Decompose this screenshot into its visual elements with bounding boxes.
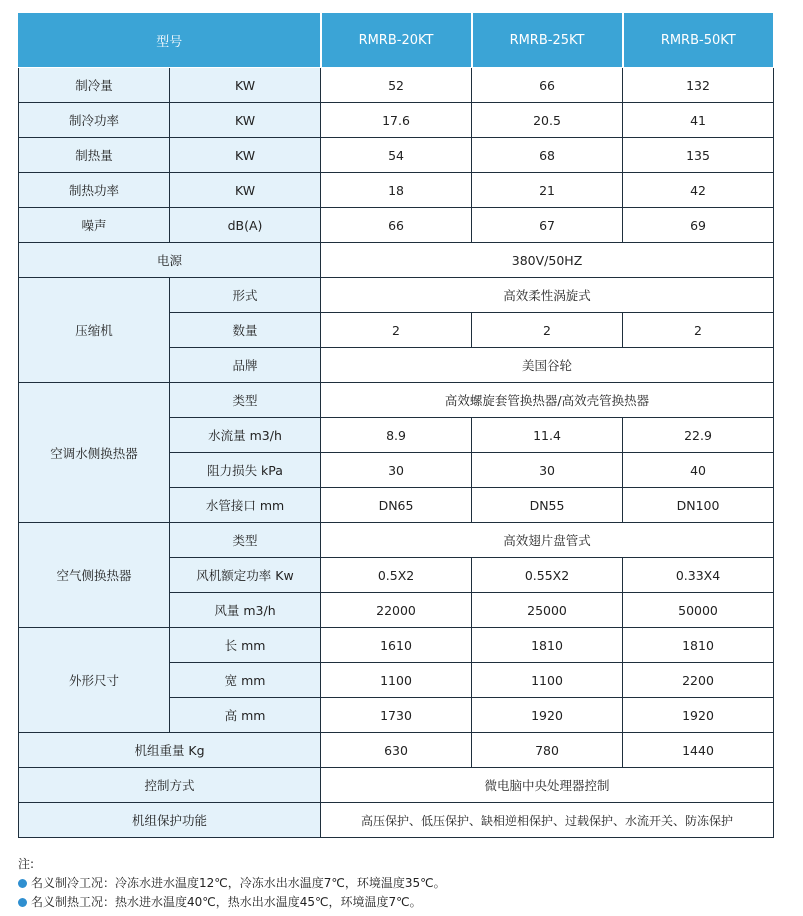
table-row [19, 383, 774, 418]
cell-value: 0.55X2 [472, 558, 623, 593]
cell-value: 1810 [472, 628, 623, 663]
group-label: 空气侧换热器 [19, 523, 170, 628]
group-label: 外形尺寸 [19, 628, 170, 733]
table-row [19, 138, 774, 173]
cell-value: 67 [472, 208, 623, 243]
note-text: 名义制冷工况：冷冻水进水温度12℃，冷冻水出水温度7℃，环境温度35℃。 [31, 876, 446, 890]
cell-value: 17.6 [321, 103, 472, 138]
model-label: 型号 [19, 13, 321, 68]
row-label: 机组重量 Kg [19, 733, 321, 768]
table-row [19, 173, 774, 208]
cell-value: 780 [472, 733, 623, 768]
cell-value: 69 [623, 208, 774, 243]
cell-value: 1610 [321, 628, 472, 663]
table-row [19, 68, 774, 103]
cell-value: DN100 [623, 488, 774, 523]
row-label: 制冷功率 [19, 103, 170, 138]
cell-value: 52 [321, 68, 472, 103]
cell-value: 0.33X4 [623, 558, 774, 593]
cell-value: 135 [623, 138, 774, 173]
table-row [19, 628, 774, 663]
row-unit: KW [170, 138, 321, 173]
cell-value: 66 [321, 208, 472, 243]
row-label: 机组保护功能 [19, 803, 321, 838]
row-unit: KW [170, 173, 321, 208]
cell-value: 66 [472, 68, 623, 103]
note-text: 名义制热工况：热水进水温度40℃，热水出水温度45℃，环境温度7℃。 [31, 895, 422, 909]
cell-value: 2 [472, 313, 623, 348]
cell-value: 22000 [321, 593, 472, 628]
row-label: 长 mm [170, 628, 321, 663]
cell-value: 18 [321, 173, 472, 208]
cell-value: 高效翅片盘管式 [321, 523, 774, 558]
note-item [18, 893, 446, 912]
cell-value: 1730 [321, 698, 472, 733]
table-row [19, 278, 774, 313]
cell-value: 高压保护、低压保护、缺相逆相保护、过载保护、水流开关、防冻保护 [321, 803, 774, 838]
cell-value: 30 [321, 453, 472, 488]
cell-value: 132 [623, 68, 774, 103]
table-row [19, 733, 774, 768]
cell-value: 54 [321, 138, 472, 173]
bullet-icon [18, 879, 27, 888]
notes [18, 855, 446, 912]
table-row [19, 208, 774, 243]
cell-value: 2 [623, 313, 774, 348]
model-name: RMRB-50KT [623, 13, 774, 68]
row-label: 类型 [170, 523, 321, 558]
cell-value: 42 [623, 173, 774, 208]
row-label: 噪声 [19, 208, 170, 243]
table-row [19, 768, 774, 803]
row-label: 水管接口 mm [170, 488, 321, 523]
cell-value: 2 [321, 313, 472, 348]
cell-value: 1440 [623, 733, 774, 768]
row-label: 水流量 m3/h [170, 418, 321, 453]
spec-table [18, 12, 774, 838]
cell-value: 微电脑中央处理器控制 [321, 768, 774, 803]
cell-value: 1100 [472, 663, 623, 698]
cell-value: 1810 [623, 628, 774, 663]
cell-value: 40 [623, 453, 774, 488]
row-label: 风量 m3/h [170, 593, 321, 628]
row-label: 形式 [170, 278, 321, 313]
cell-value: DN65 [321, 488, 472, 523]
cell-value: 11.4 [472, 418, 623, 453]
row-label: 制热量 [19, 138, 170, 173]
cell-value: 630 [321, 733, 472, 768]
table-row [19, 103, 774, 138]
bullet-icon [18, 898, 27, 907]
cell-value: 1100 [321, 663, 472, 698]
table-row [19, 523, 774, 558]
row-label: 高 mm [170, 698, 321, 733]
cell-value: 美国谷轮 [321, 348, 774, 383]
row-unit: dB(A) [170, 208, 321, 243]
row-label: 阻力损失 kPa [170, 453, 321, 488]
group-label: 空调水侧换热器 [19, 383, 170, 523]
cell-value: 8.9 [321, 418, 472, 453]
row-label: 电源 [19, 243, 321, 278]
cell-value: 68 [472, 138, 623, 173]
cell-value: 22.9 [623, 418, 774, 453]
cell-value: 2200 [623, 663, 774, 698]
cell-value: 41 [623, 103, 774, 138]
row-unit: KW [170, 68, 321, 103]
cell-value: 高效螺旋套管换热器/高效壳管换热器 [321, 383, 774, 418]
cell-value: 1920 [472, 698, 623, 733]
cell-value: 50000 [623, 593, 774, 628]
note-item [18, 874, 446, 893]
cell-value: 30 [472, 453, 623, 488]
row-label: 宽 mm [170, 663, 321, 698]
row-label: 控制方式 [19, 768, 321, 803]
notes-title: 注: [18, 857, 35, 871]
header-row [19, 13, 774, 68]
model-name: RMRB-25KT [472, 13, 623, 68]
cell-value: DN55 [472, 488, 623, 523]
table-row [19, 243, 774, 278]
row-label: 制热功率 [19, 173, 170, 208]
row-unit: KW [170, 103, 321, 138]
model-name: RMRB-20KT [321, 13, 472, 68]
group-label: 压缩机 [19, 278, 170, 383]
cell-value: 0.5X2 [321, 558, 472, 593]
row-label: 类型 [170, 383, 321, 418]
cell-value: 380V/50HZ [321, 243, 774, 278]
table-row [19, 803, 774, 838]
cell-value: 25000 [472, 593, 623, 628]
cell-value: 20.5 [472, 103, 623, 138]
row-label: 数量 [170, 313, 321, 348]
cell-value: 21 [472, 173, 623, 208]
row-label: 品牌 [170, 348, 321, 383]
cell-value: 1920 [623, 698, 774, 733]
cell-value: 高效柔性涡旋式 [321, 278, 774, 313]
row-label: 风机额定功率 Kw [170, 558, 321, 593]
row-label: 制冷量 [19, 68, 170, 103]
